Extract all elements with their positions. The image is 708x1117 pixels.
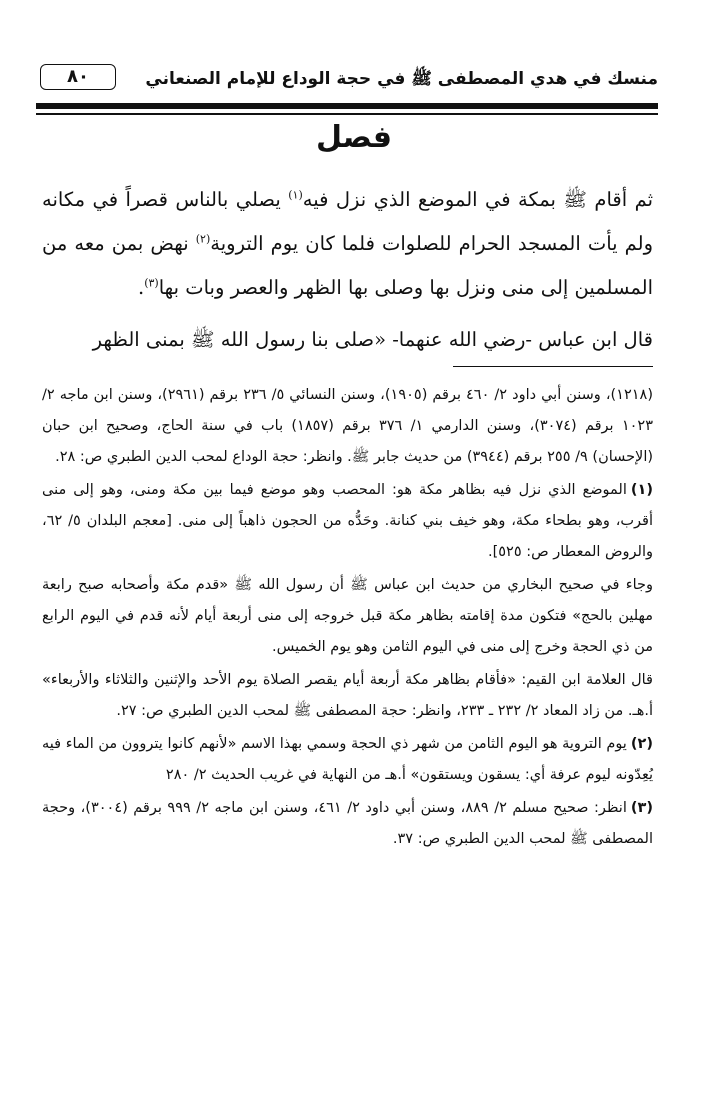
section-title: فصل xyxy=(316,120,392,155)
footnote-separator xyxy=(453,366,653,367)
quote-line: قال ابن عباس -رضي الله عنهما- «صلى بنا رسول الله ﷺ بمنى الظهر xyxy=(92,328,653,351)
main-paragraph xyxy=(42,178,653,310)
footnote-3-text: انظر: صحيح مسلم ٢/ ٨٨٩، وسنن أبي داود ٢/ ٤٦١، وسنن ابن ماجه ٢/ ٩٩٩ برقم (٣٠٠٤)، وحجة المصطفى ﷺ لمحب الدين الطبري ص: ٣٧. xyxy=(42,800,653,847)
footnote-1-text: الموضع الذي نزل فيه بظاهر مكة هو: المحصب وهو موضع فيما بين مكة ومنى، وهو إلى منى أقرب، وهو بطحاء مكة، وهو خيف بني كنانة. وحَدُّه من الحجون ذاهباً إلى منى. [معجم البلدان ٥/ ٦٢، والروض المعطار ص: ٥٢٥]. xyxy=(42,482,653,560)
footnote-marker-2[interactable]: (٢) xyxy=(195,232,211,246)
footnote-2-label: (٢) xyxy=(630,736,653,752)
header-rule-thick xyxy=(36,103,658,109)
main-paragraph-part-2: يصلي بالناس قصراً في مكانه ولم يأت المسجد الحرام للصلوات فلما كان يوم التروية xyxy=(42,188,653,255)
footnote-marker-3[interactable]: (٣) xyxy=(144,276,159,290)
footnote-2-text: يوم التروية هو اليوم الثامن من شهر ذي الحجة وسمي بهذا الاسم «لأنهم كانوا يتروون من الماء فيه يُعِدّونه ليوم عرفة أي: يسقون ويستقون» أ.هـ من النهاية في غريب الحديث ٢/ ٢٨٠ xyxy=(42,736,653,783)
footnote-marker-1[interactable]: (١) xyxy=(288,188,303,202)
main-paragraph-part-4: . xyxy=(137,276,145,299)
main-text xyxy=(42,178,653,362)
footnote-continuation: (١٢١٨)، وسنن أبي داود ٢/ ٤٦٠ برقم (١٩٠٥)، وسنن النسائي ٥/ ٢٣٦ برقم (٢٩٦١)، وسنن ابن ماجه ٢/ ١٠٢٣ برقم (٣٠٧٤)، وسنن الدارمي ١/ ٣٧٦ برقم (١٨٥٧) باب في سنة الحاج، وصحيح ابن حبان (الإحسان) ٩/ ٢٥٥ برقم (٣٩٤٤) من حديث جابر ﷺ. وانظر: حجة الوداع لمحب الدين الطبري ص: ٢٨. xyxy=(42,387,653,465)
page-number: ٨٠ xyxy=(40,64,116,90)
footnote-3 xyxy=(42,793,653,855)
running-title: منسك في هدي المصطفى ﷺ في حجة الوداع للإمام الصنعاني xyxy=(145,69,658,89)
main-paragraph-part-1: ثم أقام ﷺ بمكة في الموضع الذي نزل فيه xyxy=(302,188,653,211)
footnotes xyxy=(42,380,653,857)
header-rule-thin xyxy=(36,113,658,115)
main-paragraph-part-3: نهض بمن معه من المسلمين إلى منى ونزل بها وصلى بها الظهر والعصر وبات بها xyxy=(42,232,653,299)
footnote-1 xyxy=(42,475,653,568)
footnote-1-para-2: وجاء في صحيح البخاري من حديث ابن عباس ﷺ أن رسول الله ﷺ «قدم مكة وأصحابه صبح رابعة مهلين بالحج» فتكون مدة إقامته بظاهر مكة قبل خروجه إلى منى أربعة أيام لأنه قدم في اليوم الرابع من ذي الحجة وخرج إلى منى في اليوم الثامن وهو يوم الخميس. xyxy=(42,577,653,655)
page-header xyxy=(40,62,658,96)
footnote-2 xyxy=(42,729,653,791)
footnote-1-para-3: قال العلامة ابن القيم: «فأقام بظاهر مكة أربعة أيام يقصر الصلاة يوم الأحد والإثنين والثلاثاء والأربعاء» أ.هـ. من زاد المعاد ٢/ ٢٣٢ ـ ٢٣٣، وانظر: حجة المصطفى ﷺ لمحب الدين الطبري ص: ٢٧. xyxy=(42,672,653,719)
footnote-1-label: (١) xyxy=(630,482,653,498)
footnote-3-label: (٣) xyxy=(630,800,653,816)
